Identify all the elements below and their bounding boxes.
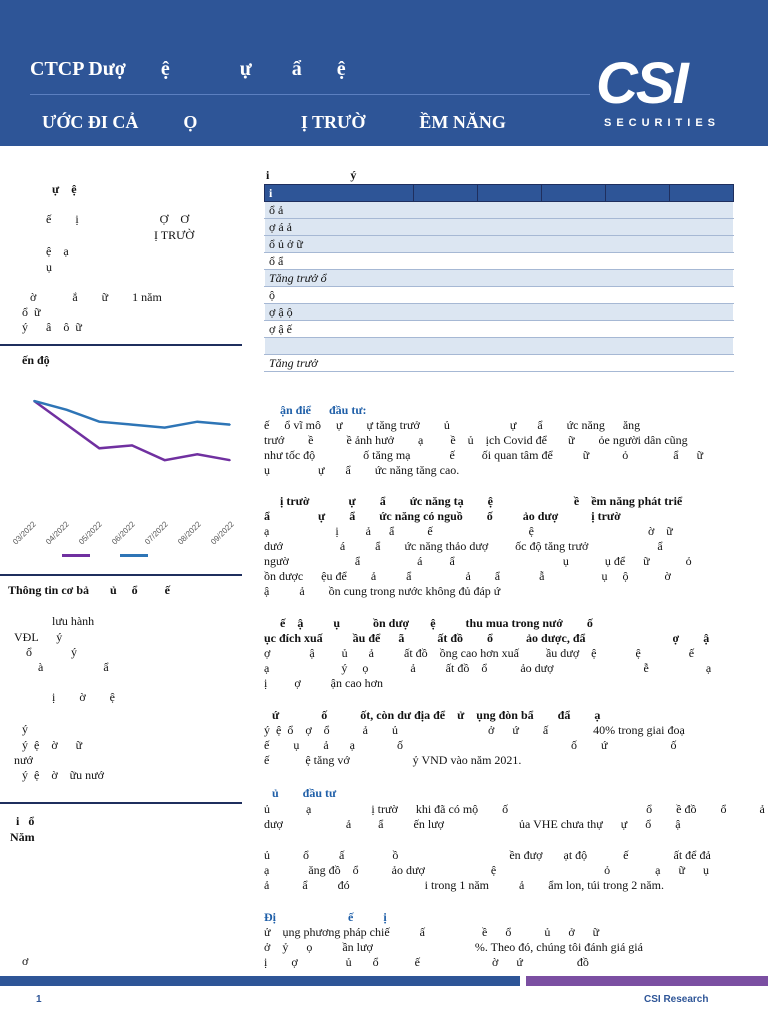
report-subtitle: ƯỚC ĐI CẢ Ọ Ị TRƯỜ ỀM NĂNG	[42, 112, 506, 132]
row-label: ổ ủ ở ữ	[265, 236, 734, 253]
header-cell	[478, 185, 542, 202]
s2-title: ị trườ ự ẩ ức năng tạ ệ ề ềm năng phát triể	[280, 494, 683, 508]
left-line-4: ụ	[46, 260, 52, 274]
footer-bar-purple	[526, 976, 768, 986]
section-investment-title: ận điể đầu tư:	[280, 403, 367, 417]
chart-title: ến độ	[22, 353, 50, 367]
s7-line: ở ỷ ọ ần lượ %. Theo đó, chúng tôi đánh giá giá	[264, 940, 643, 954]
info-line-5: ý	[22, 722, 28, 736]
info-line-7: nướ	[14, 753, 33, 767]
section-risk-title: ủ đầu tư	[272, 786, 337, 800]
table-row	[265, 304, 734, 321]
header-divider	[30, 94, 590, 95]
header-cell	[414, 185, 478, 202]
info-line-1: VĐL ý	[14, 630, 63, 644]
s4-title: ứ ố ốt, còn dư địa để ử ụng đòn bẩ đẩ ạ	[272, 708, 601, 722]
left-line-1: ế ị Ợ Ơ	[46, 212, 189, 226]
info-line-8: ý ệ ờ ữu nướ	[22, 768, 105, 782]
x-tick-label: 03/2022	[11, 519, 38, 547]
left-line-0: ự ệ	[52, 182, 77, 196]
left-divider-1	[0, 344, 242, 346]
header-cell	[606, 185, 670, 202]
legend-swatch-1	[62, 554, 90, 557]
x-tick-label: 04/2022	[44, 519, 71, 547]
s6-line: ủ ổ ấ ồ ền đượ ạt độ ế ất để đả	[264, 848, 711, 862]
table-row	[265, 321, 734, 338]
footer-bar-blue	[0, 976, 520, 986]
s3-line: ợ ậ ủ ả ất đồ ồng cao hơn xuấ ầu dượ ệ ệ ế	[264, 646, 695, 660]
table-row	[265, 253, 734, 270]
row-label: ổ ẩ	[265, 253, 734, 270]
info-line-4: ị ờ ệ	[52, 690, 116, 704]
s1-line: như tốc độ ố tăng mạ ế ối quan tâm để ữ ỏ ẩ ữ	[264, 448, 704, 462]
s5-line: ủ ạ ị trườ khi đã có mộ ố ổ ề đồ ổ ả	[264, 802, 765, 816]
left-divider-2	[0, 574, 242, 576]
s4-line: ý ệ ổ ợ ổ ả ủ ở ứ ấ 40% trong giai đoạ	[264, 723, 685, 737]
row-label: ợ á ả	[265, 219, 734, 236]
left-line-3: ệ ạ	[46, 244, 69, 258]
row-label: ợ ậ ộ	[265, 304, 734, 321]
row-label	[265, 338, 734, 355]
info-line-0: lưu hành	[52, 614, 95, 628]
x-tick-label: 08/2022	[176, 519, 203, 547]
left-line-7: ý â ô ữ	[22, 320, 82, 334]
s1-line: trướ ề ề ảnh hưở ạ ề ủ ịch Covid để ữ ỏe người dân cũng	[264, 433, 688, 447]
table-row	[265, 202, 734, 219]
logo-securities: SECURITIES	[604, 117, 721, 129]
s3-title: ế ậ ụ ồn dượ ệ thu mua trong nướ ố	[280, 616, 593, 630]
owner-sub: Năm	[10, 830, 35, 844]
s2-line: ồn dược ệu để ả ẩ ả ẩ ẫ ụ ộ ờ	[264, 569, 671, 583]
s5-line: dượ ả ẩ ến lượ ủa VHE chưa thự ự ổ ậ	[264, 817, 681, 831]
header-cell	[542, 185, 606, 202]
header-cell	[670, 185, 734, 202]
x-tick-label: 07/2022	[143, 519, 170, 547]
table-row	[265, 219, 734, 236]
left-last: ơ	[22, 954, 29, 968]
row-label: ổ ả	[265, 202, 734, 219]
owner-title: i ổ	[16, 814, 35, 828]
s2-line: ạ ị ả ẩ ế ệ ờ ữ	[264, 524, 673, 538]
x-tick-label: 06/2022	[110, 519, 137, 547]
s7-line: ị ợ ủ ổ ế ờ ứ đồ	[264, 955, 589, 969]
page-number: 1	[36, 994, 42, 1005]
footer-brand: CSI Research	[644, 994, 709, 1005]
section-valuation-title: Đị ế ị	[264, 910, 387, 924]
price-chart	[0, 385, 242, 570]
s6-line: ả ẩ đó i trong 1 năm ả ẩm lon, túi trong 2 năm.	[264, 878, 664, 892]
s7-line: ử ụng phương pháp chiế ấ ề ổ ủ ở ữ	[264, 925, 600, 939]
legend-swatch-2	[120, 554, 148, 557]
info-title: Thông tin cơ bả ủ ổ ế	[8, 583, 170, 597]
info-line-6: ý ệ ờ ữ	[22, 738, 83, 752]
s3-line: ạ ý ọ ả ất đồ ổ ảo dượ ễ ạ	[264, 661, 712, 675]
x-tick-label: 05/2022	[77, 519, 104, 547]
s2-line: dướ á ẩ ức năng thảo dượ ốc độ tăng trưở ẩ	[264, 539, 663, 553]
left-line-6: ổ ữ	[22, 305, 41, 319]
s3-line: ị ợ ận cao hơn	[264, 676, 384, 690]
s4-line: ế ụ ả ạ ố ố ứ ố	[264, 738, 677, 752]
s3-line: ục đích xuấ ầu để ã ất đồ ổ ảo dược, đẩ ợ ậ	[264, 631, 710, 645]
s4-line: ế ệ tăng vớ ỷ VND vào năm 2021.	[264, 753, 522, 767]
s1-line: ụ ự ẩ ức năng tăng cao.	[264, 463, 460, 477]
table-row	[265, 236, 734, 253]
left-line-5: ờ ắ ữ 1 năm	[30, 290, 162, 304]
info-line-2: ổ ý	[26, 645, 77, 659]
info-line-3: à ẩ	[38, 660, 109, 674]
left-divider-3	[0, 802, 242, 804]
row-label: Tăng trưở ổ	[265, 270, 734, 287]
table-row	[265, 287, 734, 304]
s6-line: ạ ăng đồ ổ ảo dượ ệ ỏ ạ ữ ụ	[264, 863, 709, 877]
x-tick-label: 09/2022	[209, 519, 236, 547]
s2-line: ậ ả ồn cung trong nước không đủ đáp ứ	[264, 584, 501, 598]
s2-line: ẩ ự ẩ ức năng có nguồ ố ảo dượ ị trườ	[264, 509, 621, 523]
table-header	[265, 185, 734, 202]
csi-logo: CSI	[596, 51, 687, 116]
report-header	[0, 0, 768, 146]
table-row	[265, 270, 734, 287]
header-cell: i	[265, 185, 414, 202]
row-label: ộ	[265, 287, 734, 304]
row-label: ợ ậ ế	[265, 321, 734, 338]
financial-table	[264, 184, 734, 372]
table-title: i ý	[266, 168, 357, 182]
s1-line: ế ổ vĩ mô ự ự tăng trưở ủ ự ẩ ức năng ăng	[264, 418, 641, 432]
left-line-2: Ị TRƯỜ	[46, 228, 195, 242]
table-row	[265, 355, 734, 372]
row-label: Tăng trưở	[265, 355, 734, 372]
company-name: CTCP Dượ ệ ự ẩ ệ	[30, 58, 346, 80]
table-row	[265, 338, 734, 355]
s2-line: ngườ ẩ á ẩ ụ ụ để ữ ỏ	[264, 554, 692, 568]
